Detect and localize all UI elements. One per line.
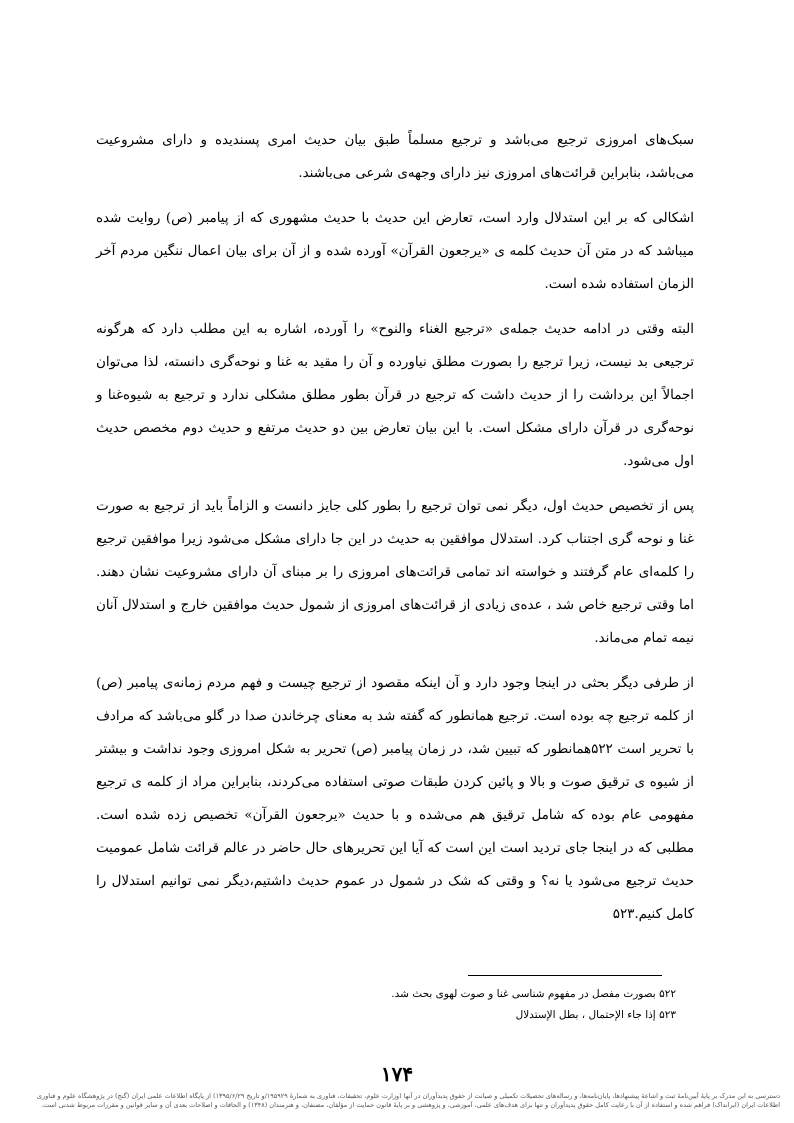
paragraph-3: البته وقتی در ادامه حدیث جمله‌ی «ترجیع الغناء والنوح» را آورده، اشاره به این مطلب دارد که هرگونه ترجیعی بد نیست، زیرا ترجیع را بصورت مطلق نیاورده و آن را مقید به غنا و نوحه‌گری دانسته، لذا می‌توان اجمالاً این برداشت را از حدیث داشت که ترجیع در قرآن بطور مطلق مشکلی ندارد و ترجیع به شیوه‌غنا و نوحه‌گری در قرآن دارای مشکل است. با این بیان تعارض بین دو حدیث مرتفع و حدیث دوم مخصص حدیث اول می‌شود. [96,322,694,469]
page-number: ۱۷۴ [380,1062,414,1086]
footer-line-2: اطلاعات ایران (ایرانداک) فراهم شده و استفاده از آن با رعایت کامل حقوق پدیدآوران و تنها برای هدف‌های علمی، آموزشی، و پژوهشی و بر پایهٔ قانون حمایت از مؤلفان، مصنفان، و هنرمندان (۱۳۴۸) و الحاقات و اصلاحات بعدی آن و سایر قوانین و مقررات مربوط شدنی است. [40,1101,780,1109]
paragraph-4: پس از تخصیص حدیث اول، دیگر نمی توان ترجیع را بطور کلی جایز دانست و الزاماً باید از ترجیع به صورت غنا و نوحه گری اجتناب کرد. استدلال موافقین به حدیث در این جا دارای مشکل می‌شود زیرا موافقین ترجیع را کلمه‌ای عام گرفتند و خواسته اند تمامی قرائت‌های امروزی را بر مبنای آن دارای مشروعیت نشان دهند. اما وقتی ترجیع خاص شد ، عده‌ی زیادی از قرائت‌های امروزی از شمول حدیث موافقین خارج و استدلال آنان نیمه تمام می‌ماند. [96,499,694,646]
paragraph-2: اشکالی که بر این استدلال وارد است، تعارض این حدیث با حدیث مشهوری که از پیامبر (ص) روایت شده میباشد که در متن آن حدیث کلمه ی «یرجعون القرآن» آورده شده و از آن برای بیان اعمال ننگین مردم آخر الزمان استفاده شده است. [96,211,694,292]
copyright-footer [14,1092,780,1110]
paragraph-5: از طرفی دیگر بحثی در اینجا وجود دارد و آن اینکه مقصود از ترجیع چیست و فهم مردم زمانه‌ی پیامبر (ص) از کلمه ترجیع چه بوده است. ترجیع همانطور که گفته شد به معنای چرخاندن صدا در گلو می‌باشد که مرادف با تحریر است ۵۲۲همانطور که تبیین شد، در زمان پیامبر (ص) تحریر به شکل امروزی وجود نداشت و بیشتر از شیوه ی ترقیق صوت و بالا و پائین کردن طبقات صوتی استفاده می‌کردند، بنابراین مراد از کلمه ی ترجیع مفهومی عام بوده که شامل ترقیق هم می‌شده و با حدیث «یرجعون القرآن» تخصیص زده شده است. مطلبی که در اینجا جای تردید است این است که آیا این تحریرهای حال حاضر در عالم قرائت شامل عمومیت حدیث ترجیع می‌شود یا نه؟ و وقتی که شک در شمول در عموم حدیث داشتیم،دیگر نمی توانیم استدلال را کامل کنیم.۵۲۳ [96,676,694,922]
footnotes [300,984,676,1026]
body-text [96,124,694,943]
footer-line-1: دسترسی به این مدرک بر پایهٔ آیین‌نامهٔ ثبت و اشاعهٔ پیشنهادها، پایان‌نامه‌ها، و رساله‌های تحصیلات تکمیلی و صیانت از حقوق پدیدآوران در آنها (وزارت علوم، تحقیقات، فناوری به شمارهٔ ۱۹۵۹۲۹/و تاریخ ۱۳۹۵/۶/۲۹) از پایگاه اطلاعات علمی ایران (گنج) در پژوهشگاه علوم و فناوری [36,1092,780,1100]
paragraph-1: سبک‌های امروزی ترجیع می‌باشد و ترجیع مسلماً طبق بیان حدیث امری پسندیده و دارای مشروعیت می‌باشد، بنابراین قرائت‌های امروزی نیز دارای وجهه‌ی شرعی می‌باشند. [96,133,694,181]
footnote-522: ۵۲۲ بصورت مفصل در مفهوم شناسی غنا و صوت لهوی بحث شد. [391,988,676,1000]
footnote-523: ۵۲۳ إذا جاء الإحتمال ، بطل الإستدلال [515,1009,676,1021]
footnote-separator [468,975,662,976]
